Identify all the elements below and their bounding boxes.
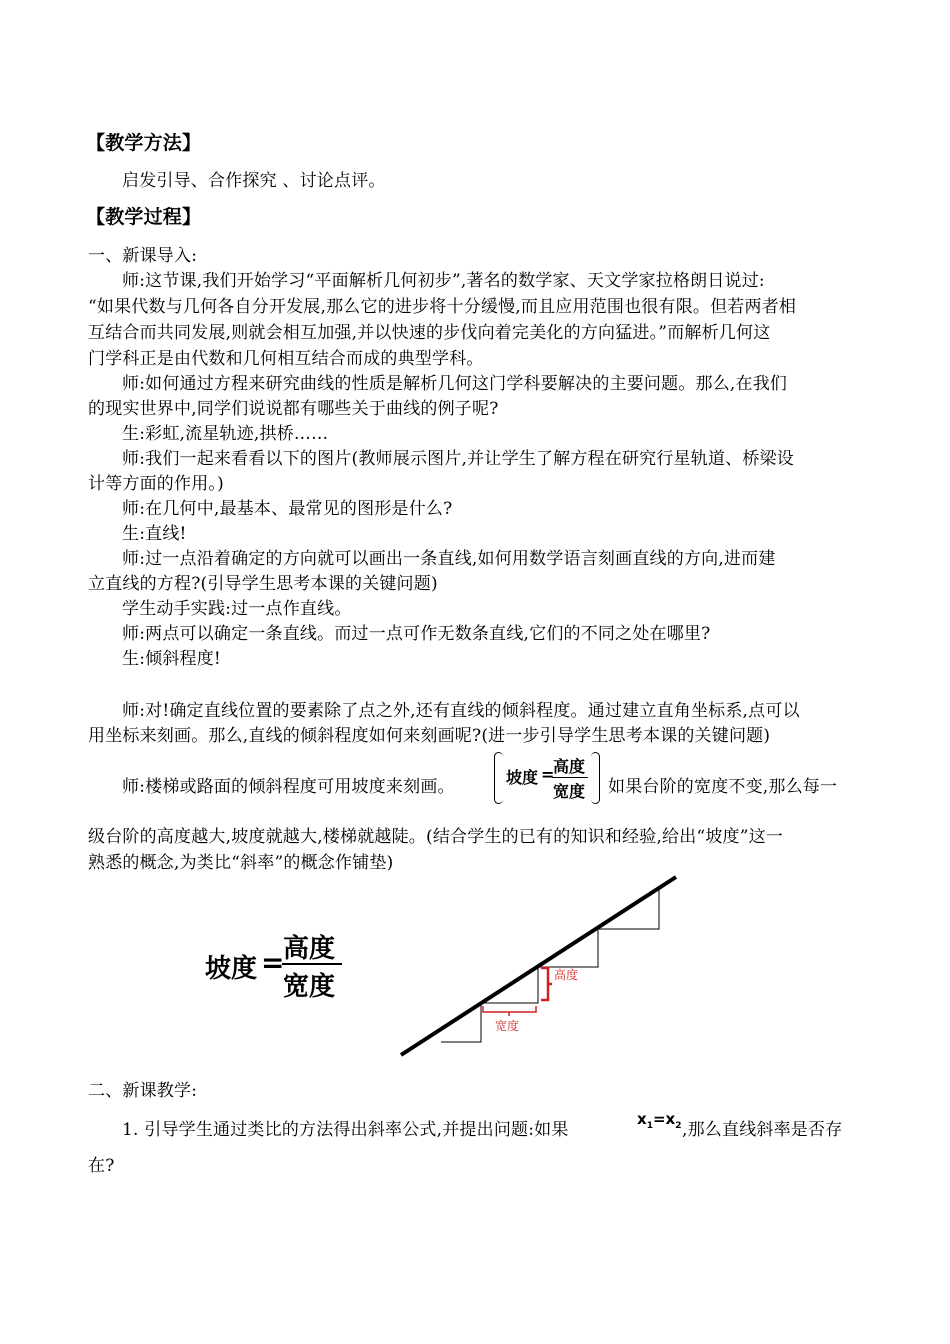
paragraph-line: 立直线的方程?(引导学生思考本课的关键问题) <box>88 574 438 594</box>
method-text: 启发引导、合作探究 、讨论点评。 <box>122 171 386 191</box>
equals-symbol: = <box>652 1110 666 1128</box>
slope-line <box>401 877 676 1055</box>
paragraph-line: 师:对!确定直线位置的要素除了点之外,还有直线的倾斜程度。通过建立直角坐标系,点可以 <box>122 701 800 721</box>
formula-numerator: 高度 <box>553 757 586 776</box>
width-label: 宽度 <box>495 1019 520 1033</box>
paragraph-line: 生:直线! <box>122 524 187 544</box>
paragraph-line: 1. 引导学生通过类比的方法得出斜率公式,并提出问题:如果 <box>122 1120 569 1140</box>
formula-label: 坡度 <box>205 954 258 984</box>
paragraph-line: “如果代数与几何各自分开发展,那么它的进步将十分缓慢,而且应用范围也很有限。但若两者相 <box>88 297 797 317</box>
section1-title: 一、新课导入: <box>88 246 198 266</box>
right-bracket <box>591 752 600 804</box>
slope-formula-large <box>205 928 355 1003</box>
paragraph-line: 师:两点可以确定一条直线。而过一点可作无数条直线,它们的不同之处在哪里? <box>122 624 711 644</box>
paragraph-line: 用坐标来刻画。那么,直线的倾斜程度如何来刻画呢?(进一步引导学生思考本课的关键问题) <box>88 726 771 746</box>
x2-symbol: x <box>665 1110 676 1128</box>
paragraph-line: 如果台阶的宽度不变,那么每一 <box>608 777 838 797</box>
section2-title: 二、新课教学: <box>88 1081 198 1101</box>
heading-teaching-method: 【教学方法】 <box>86 132 202 154</box>
formula-denominator: 宽度 <box>283 972 336 1002</box>
paragraph-line: 互结合而共同发展,则就会相互加强,并以快速的步伐向着完美化的方向猛进。”而解析几何这 <box>88 323 771 343</box>
heading-teaching-process: 【教学过程】 <box>86 206 202 228</box>
staircase-slope-diagram <box>395 872 685 1062</box>
paragraph-line: 师:在几何中,最基本、最常见的图形是什么? <box>122 499 453 519</box>
x2-subscript: 2 <box>675 1121 682 1131</box>
height-label: 高度 <box>554 968 579 982</box>
paragraph-line: 师:楼梯或路面的倾斜程度可用坡度来刻画。 <box>122 777 455 797</box>
paragraph-line: 生:倾斜程度! <box>122 649 221 669</box>
x1-equals-x2-expression <box>637 1110 681 1131</box>
paragraph-line: ,那么直线斜率是否存 <box>682 1120 843 1140</box>
left-bracket <box>494 752 503 804</box>
paragraph-line: 师:这节课,我们开始学习“平面解析几何初步”,著名的数学家、天文学家拉格朗日说过: <box>122 271 765 291</box>
paragraph-line: 在? <box>88 1156 115 1176</box>
formula-equals: = <box>541 765 555 784</box>
width-brace <box>483 1006 536 1016</box>
paragraph-line: 生:彩虹,流星轨迹,拱桥…… <box>122 424 329 444</box>
paragraph-line: 师:过一点沿着确定的方向就可以画出一条直线,如何用数学语言刻画直线的方向,进而建 <box>122 549 776 569</box>
fraction-bar <box>282 963 342 965</box>
paragraph-line: 门学科正是由代数和几何相互结合而成的典型学科。 <box>88 349 484 369</box>
formula-equals: = <box>261 946 285 979</box>
slope-formula-inline <box>494 752 600 802</box>
formula-label: 坡度 <box>506 768 539 787</box>
paragraph-line: 师:我们一起来看看以下的图片(教师展示图片,并让学生了解方程在研究行星轨道、桥梁设 <box>122 449 794 469</box>
paragraph-line: 学生动手实践:过一点作直线。 <box>122 599 352 619</box>
formula-denominator: 宽度 <box>553 782 586 801</box>
formula-numerator: 高度 <box>283 934 336 964</box>
paragraph-line: 熟悉的概念,为类比“斜率”的概念作铺垫) <box>88 853 394 873</box>
paragraph-line: 计等方面的作用。) <box>88 474 224 494</box>
height-brace <box>541 968 552 1000</box>
x1-symbol: x <box>637 1110 647 1128</box>
paragraph-line: 师:如何通过方程来研究曲线的性质是解析几何这门学科要解决的主要问题。那么,在我们 <box>122 374 788 394</box>
fraction-bar <box>552 777 588 778</box>
x1-subscript: 1 <box>646 1121 653 1131</box>
paragraph-line: 级台阶的高度越大,坡度就越大,楼梯就越陡。(结合学生的已有的知识和经验,给出“坡度”这一 <box>88 827 784 847</box>
paragraph-line: 的现实世界中,同学们说说都有哪些关于曲线的例子呢? <box>88 399 499 419</box>
